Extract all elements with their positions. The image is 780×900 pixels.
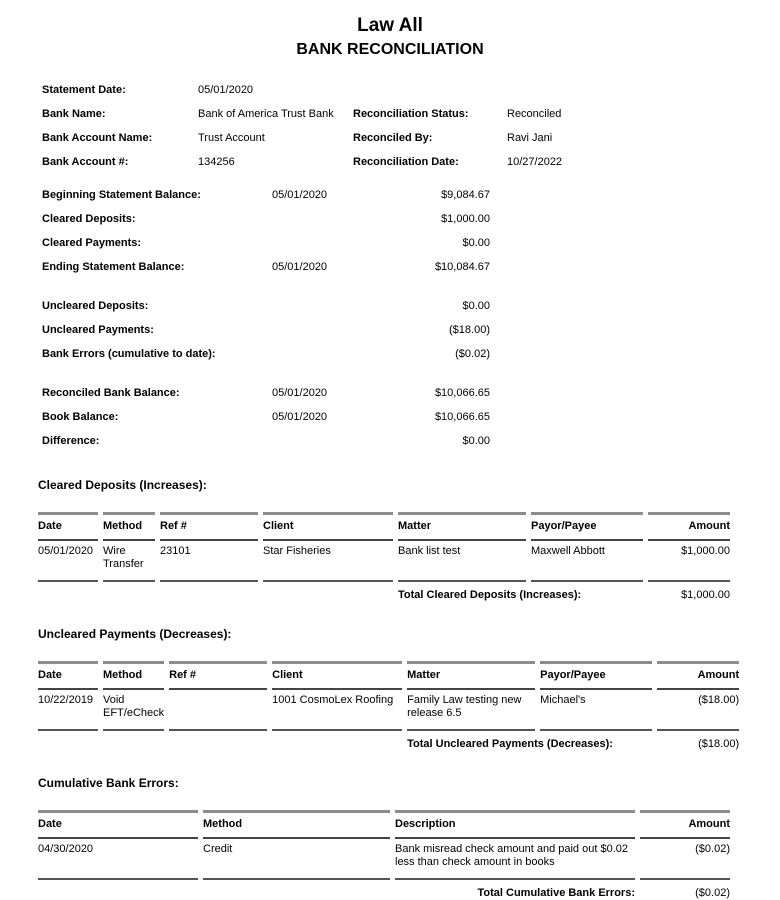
bank-errors-heading: Cumulative Bank Errors: [38, 776, 179, 790]
info-value: 10/27/2022 [507, 156, 563, 168]
balance-row [42, 207, 780, 231]
info-row-bank-account-name [42, 126, 780, 150]
info-label: Bank Account Name: [42, 132, 153, 144]
balance-label: Book Balance: [42, 411, 119, 423]
reconciled-group [42, 381, 780, 453]
info-label: Reconciled By: [353, 132, 433, 144]
column-header: Ref # [160, 512, 258, 541]
info-label: Reconciliation Status: [353, 108, 469, 120]
cell-date: 10/22/2019 [38, 690, 98, 731]
total-label: Total Cleared Deposits (Increases): [398, 589, 582, 601]
table-row [38, 541, 730, 582]
column-header: Amount [648, 512, 730, 541]
statement-info [42, 78, 780, 174]
column-header: Matter [407, 661, 535, 690]
table-header-row [38, 810, 730, 839]
balance-row [42, 342, 780, 366]
column-header: Payor/Payee [540, 661, 652, 690]
column-header: Amount [640, 810, 730, 839]
balance-date: 05/01/2020 [272, 261, 328, 273]
report-page [0, 14, 780, 899]
spacer-cell [38, 731, 402, 751]
cell-amount: $1,000.00 [648, 541, 730, 582]
info-label: Bank Account #: [42, 156, 129, 168]
table-row [38, 690, 739, 731]
column-header: Date [38, 810, 198, 839]
cell-ref [169, 690, 267, 731]
balance-amount: $10,084.67 [434, 261, 490, 273]
column-header: Date [38, 512, 98, 541]
uncleared-group [42, 294, 780, 366]
info-value: Trust Account [198, 132, 265, 144]
cell-ref: 23101 [160, 541, 258, 582]
balance-summary [42, 183, 780, 453]
statement-balance-group [42, 183, 780, 279]
info-value: Ravi Jani [507, 132, 553, 144]
balance-label: Ending Statement Balance: [42, 261, 185, 273]
column-header: Ref # [169, 661, 267, 690]
balance-row [42, 405, 780, 429]
cell-client: Star Fisheries [263, 541, 393, 582]
total-amount: ($18.00) [698, 738, 740, 750]
column-header: Method [203, 810, 390, 839]
cell-date: 04/30/2020 [38, 839, 198, 880]
cell-amount: ($0.02) [640, 839, 730, 880]
cell-method: Void EFT/eCheck [103, 690, 164, 731]
balance-row [42, 231, 780, 255]
balance-label: Bank Errors (cumulative to date): [42, 348, 216, 360]
table-header-row [38, 512, 730, 541]
balance-row [42, 381, 780, 405]
balance-amount: ($0.02) [455, 348, 490, 360]
info-value: 05/01/2020 [198, 84, 254, 96]
cell-payor-payee: Michael's [540, 690, 652, 731]
balance-amount: ($18.00) [449, 324, 490, 336]
total-amount: ($0.02) [695, 887, 730, 899]
column-header: Method [103, 661, 164, 690]
spacer-cell [38, 582, 393, 602]
info-row-statement-date [42, 78, 780, 102]
column-header: Method [103, 512, 155, 541]
table-total-row [38, 731, 739, 751]
balance-amount: $9,084.67 [441, 189, 490, 201]
cell-description: Bank misread check amount and paid out $0.02 less than check amount in books [395, 839, 635, 880]
table-total-row [38, 880, 730, 900]
table-row [38, 839, 730, 880]
uncleared-payments-table [33, 661, 744, 751]
cleared-deposits-table [33, 512, 735, 602]
table-total-row [38, 582, 730, 602]
cell-method: Credit [203, 839, 390, 880]
column-header: Client [263, 512, 393, 541]
cell-matter: Family Law testing new release 6.5 [407, 690, 535, 731]
info-value: Reconciled [507, 108, 562, 120]
cell-date: 05/01/2020 [38, 541, 98, 582]
balance-row [42, 318, 780, 342]
total-amount: $1,000.00 [681, 589, 730, 601]
balance-label: Difference: [42, 435, 100, 447]
uncleared-payments-heading: Uncleared Payments (Decreases): [38, 627, 232, 641]
info-label: Bank Name: [42, 108, 106, 120]
balance-label: Cleared Deposits: [42, 213, 136, 225]
info-label: Statement Date: [42, 84, 126, 96]
balance-row [42, 183, 780, 207]
balance-row [42, 294, 780, 318]
balance-label: Uncleared Deposits: [42, 300, 149, 312]
column-header: Amount [657, 661, 739, 690]
cell-method: Wire Transfer [103, 541, 155, 582]
cell-payor-payee: Maxwell Abbott [531, 541, 643, 582]
cleared-deposits-heading: Cleared Deposits (Increases): [38, 478, 207, 492]
balance-row [42, 255, 780, 279]
balance-label: Beginning Statement Balance: [42, 189, 201, 201]
balance-amount: $0.00 [462, 435, 490, 447]
balance-date: 05/01/2020 [272, 411, 328, 423]
column-header: Client [272, 661, 402, 690]
balance-amount: $1,000.00 [441, 213, 490, 225]
info-value: Bank of America Trust Bank [198, 108, 334, 120]
balance-amount: $10,066.65 [434, 387, 490, 399]
balance-date: 05/01/2020 [272, 189, 328, 201]
balance-date: 05/01/2020 [272, 387, 328, 399]
cell-amount: ($18.00) [657, 690, 739, 731]
cell-client: 1001 CosmoLex Roofing [272, 690, 402, 731]
balance-amount: $0.00 [462, 300, 490, 312]
balance-label: Uncleared Payments: [42, 324, 154, 336]
report-subtitle: BANK RECONCILIATION [296, 41, 484, 58]
info-value: 134256 [198, 156, 235, 168]
balance-label: Cleared Payments: [42, 237, 142, 249]
report-title: Law All [357, 15, 423, 36]
table-header-row [38, 661, 739, 690]
info-row-bank-account-number [42, 150, 780, 174]
balance-row [42, 429, 780, 453]
total-label: Total Cumulative Bank Errors: [477, 887, 635, 899]
balance-label: Reconciled Bank Balance: [42, 387, 180, 399]
total-label: Total Uncleared Payments (Decreases): [407, 738, 613, 750]
balance-amount: $10,066.65 [434, 411, 490, 423]
info-row-bank-name [42, 102, 780, 126]
bank-errors-table [33, 810, 735, 900]
column-header: Matter [398, 512, 526, 541]
balance-amount: $0.00 [462, 237, 490, 249]
info-label: Reconciliation Date: [353, 156, 459, 168]
column-header: Payor/Payee [531, 512, 643, 541]
cell-matter: Bank list test [398, 541, 526, 582]
spacer-cell [38, 880, 198, 900]
column-header: Description [395, 810, 635, 839]
column-header: Date [38, 661, 98, 690]
